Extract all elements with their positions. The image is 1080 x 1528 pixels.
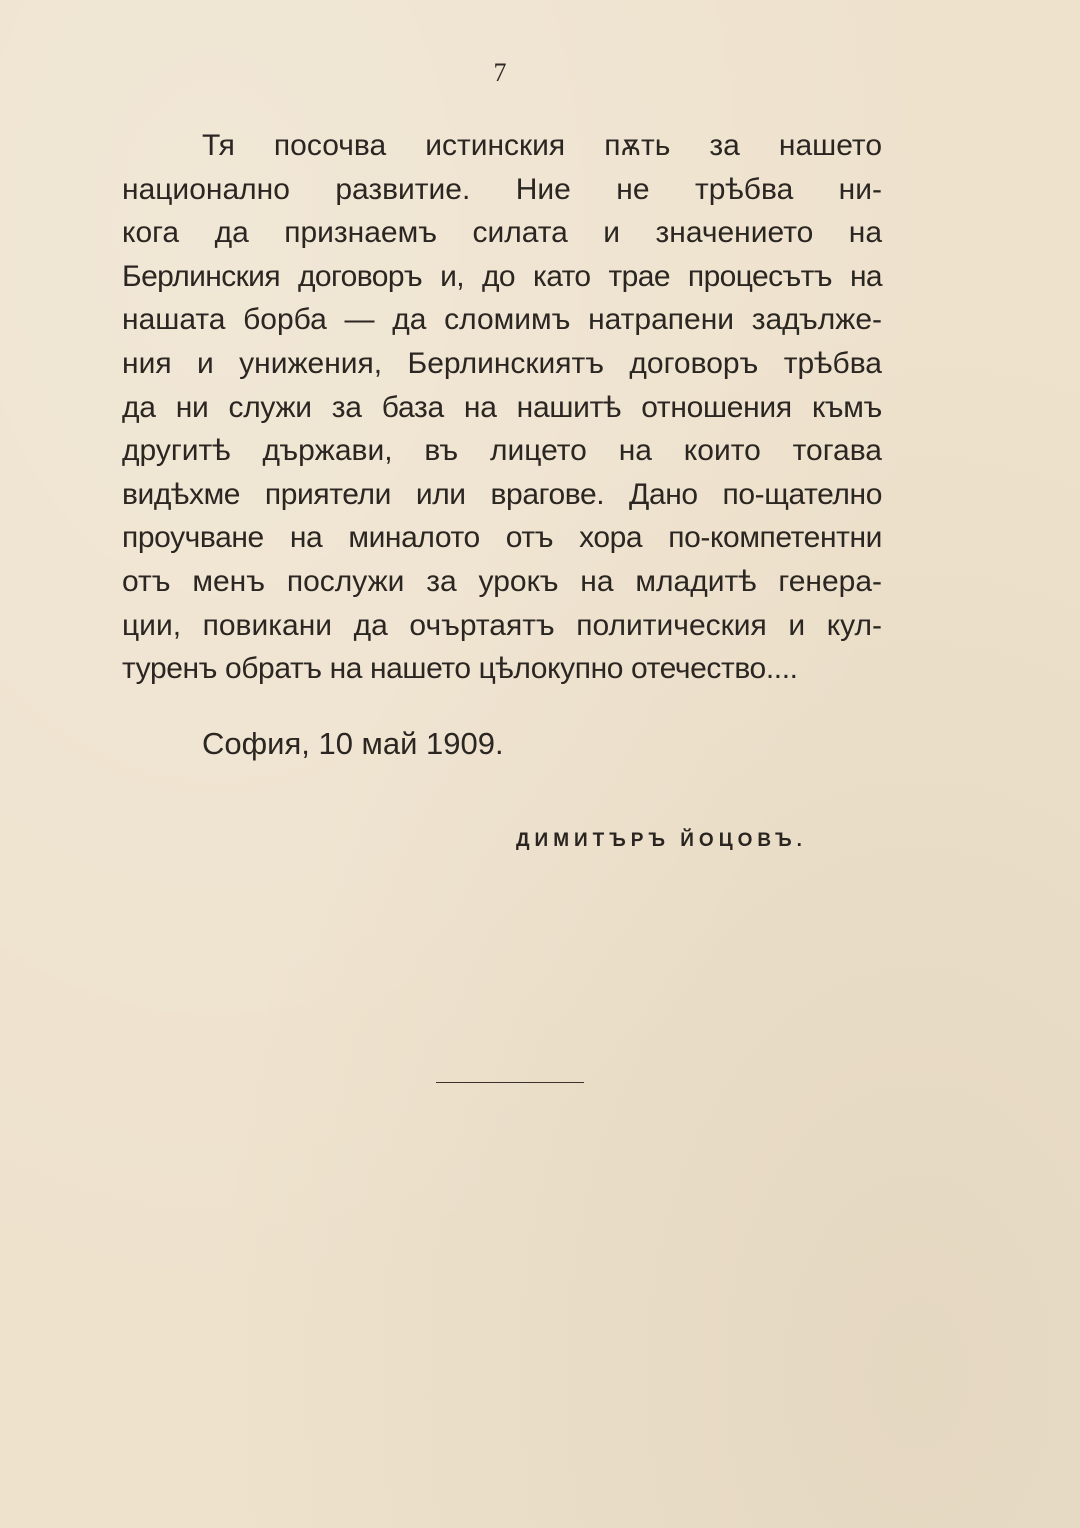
paragraph-line: да ни служи за база на нашитѣ отношения къмъ [122, 390, 882, 424]
paragraph-line: видѣхме приятели или врагове. Дано по-щателно [122, 477, 882, 511]
paragraph-line: национално развитие. Ние не трѣбва ни- [122, 172, 882, 206]
author-signature: ДИМИТЪРЪ ЙОЦОВЪ. [516, 830, 807, 851]
paragraph-line: отъ менъ послужи за урокъ на младитѣ генера- [122, 564, 882, 598]
place-and-date: София, 10 май 1909. [202, 726, 504, 761]
paragraph-line: ции, повикани да очъртаятъ политическия и кул- [122, 608, 882, 642]
paragraph-line: ния и унижения, Берлинскиятъ договоръ трѣбва [122, 346, 882, 380]
page-number: 7 [493, 58, 507, 87]
paragraph-line: кога да признаемъ силата и значението на [122, 216, 882, 250]
paragraph-line: другитѣ държави, въ лицето на които тогава [122, 434, 882, 468]
closing-rule [436, 1082, 584, 1083]
paragraph-line: Тя посочва истинския пѫть за нашето [202, 129, 882, 162]
paragraph-line: нашата борба — да сломимъ натрапени задълже- [122, 303, 882, 337]
paragraph-line: туренъ обратъ на нашето цѣлокупно отечество.... [122, 652, 798, 686]
body-paragraph [122, 124, 882, 691]
paragraph-line: проучване на миналото отъ хора по-компетентни [122, 521, 882, 555]
paragraph-line: Берлинския договоръ и, до като трае процесътъ на [122, 259, 882, 293]
